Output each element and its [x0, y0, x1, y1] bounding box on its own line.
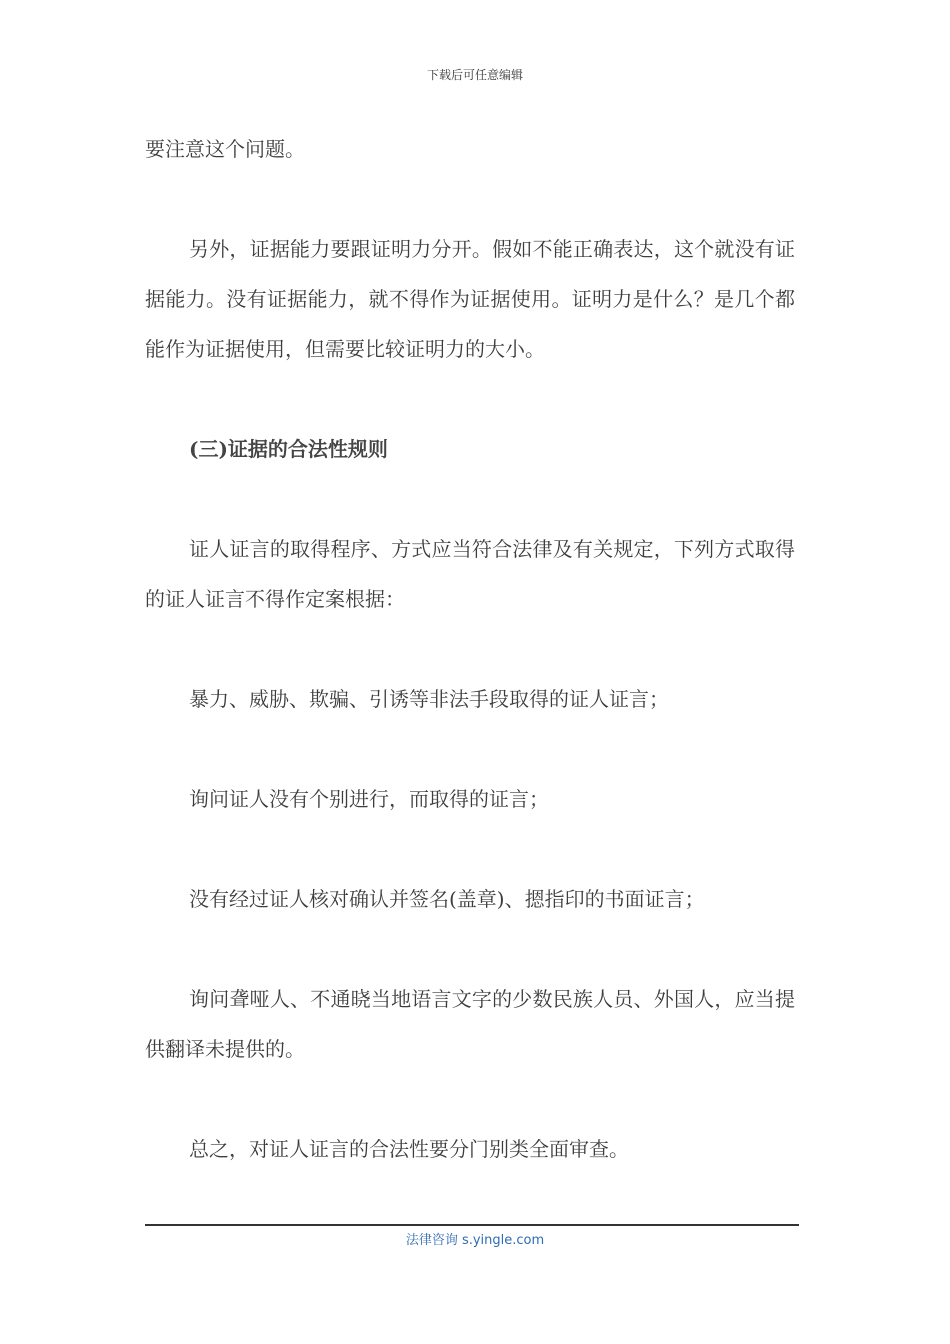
paragraph-legality-rule: 证人证言的取得程序、方式应当符合法律及有关规定，下列方式取得的证人证言不得作定案根据： [145, 537, 795, 611]
footer-divider [145, 1224, 799, 1226]
paragraph-gap [145, 374, 795, 424]
list-item-not-separate: 询问证人没有个别进行，而取得的证言； [189, 787, 549, 811]
document-body [145, 124, 795, 1174]
paragraph-gap [145, 724, 795, 774]
list-item-illegal-means: 暴力、威胁、欺骗、引诱等非法手段取得的证人证言； [189, 687, 669, 711]
paragraph-gap [145, 924, 795, 974]
paragraph-conclusion: 总之，对证人证言的合法性要分门别类全面审查。 [189, 1137, 629, 1161]
paragraph-gap [145, 174, 795, 224]
paragraph-evidence-capacity: 另外，证据能力要跟证明力分开。假如不能正确表达，这个就没有证据能力。没有证据能力，就不得作为证据使用。证明力是什么？是几个都能作为证据使用，但需要比较证明力的大小。 [145, 237, 795, 361]
paragraph-gap [145, 624, 795, 674]
section-heading: (三)证据的合法性规则 [189, 437, 388, 461]
list-item-not-signed: 没有经过证人核对确认并签名(盖章)、摁指印的书面证言； [189, 887, 705, 911]
paragraph-gap [145, 1074, 795, 1124]
paragraph-continuation: 要注意这个问题。 [145, 137, 305, 161]
list-item-no-translation: 询问聋哑人、不通晓当地语言文字的少数民族人员、外国人，应当提供翻译未提供的。 [145, 987, 795, 1061]
header-note: 下载后可任意编辑 [426, 68, 523, 82]
paragraph-gap [145, 474, 795, 524]
paragraph-gap [145, 824, 795, 874]
footer-link[interactable]: 法律咨询 s.yingle.com [405, 1233, 545, 1248]
